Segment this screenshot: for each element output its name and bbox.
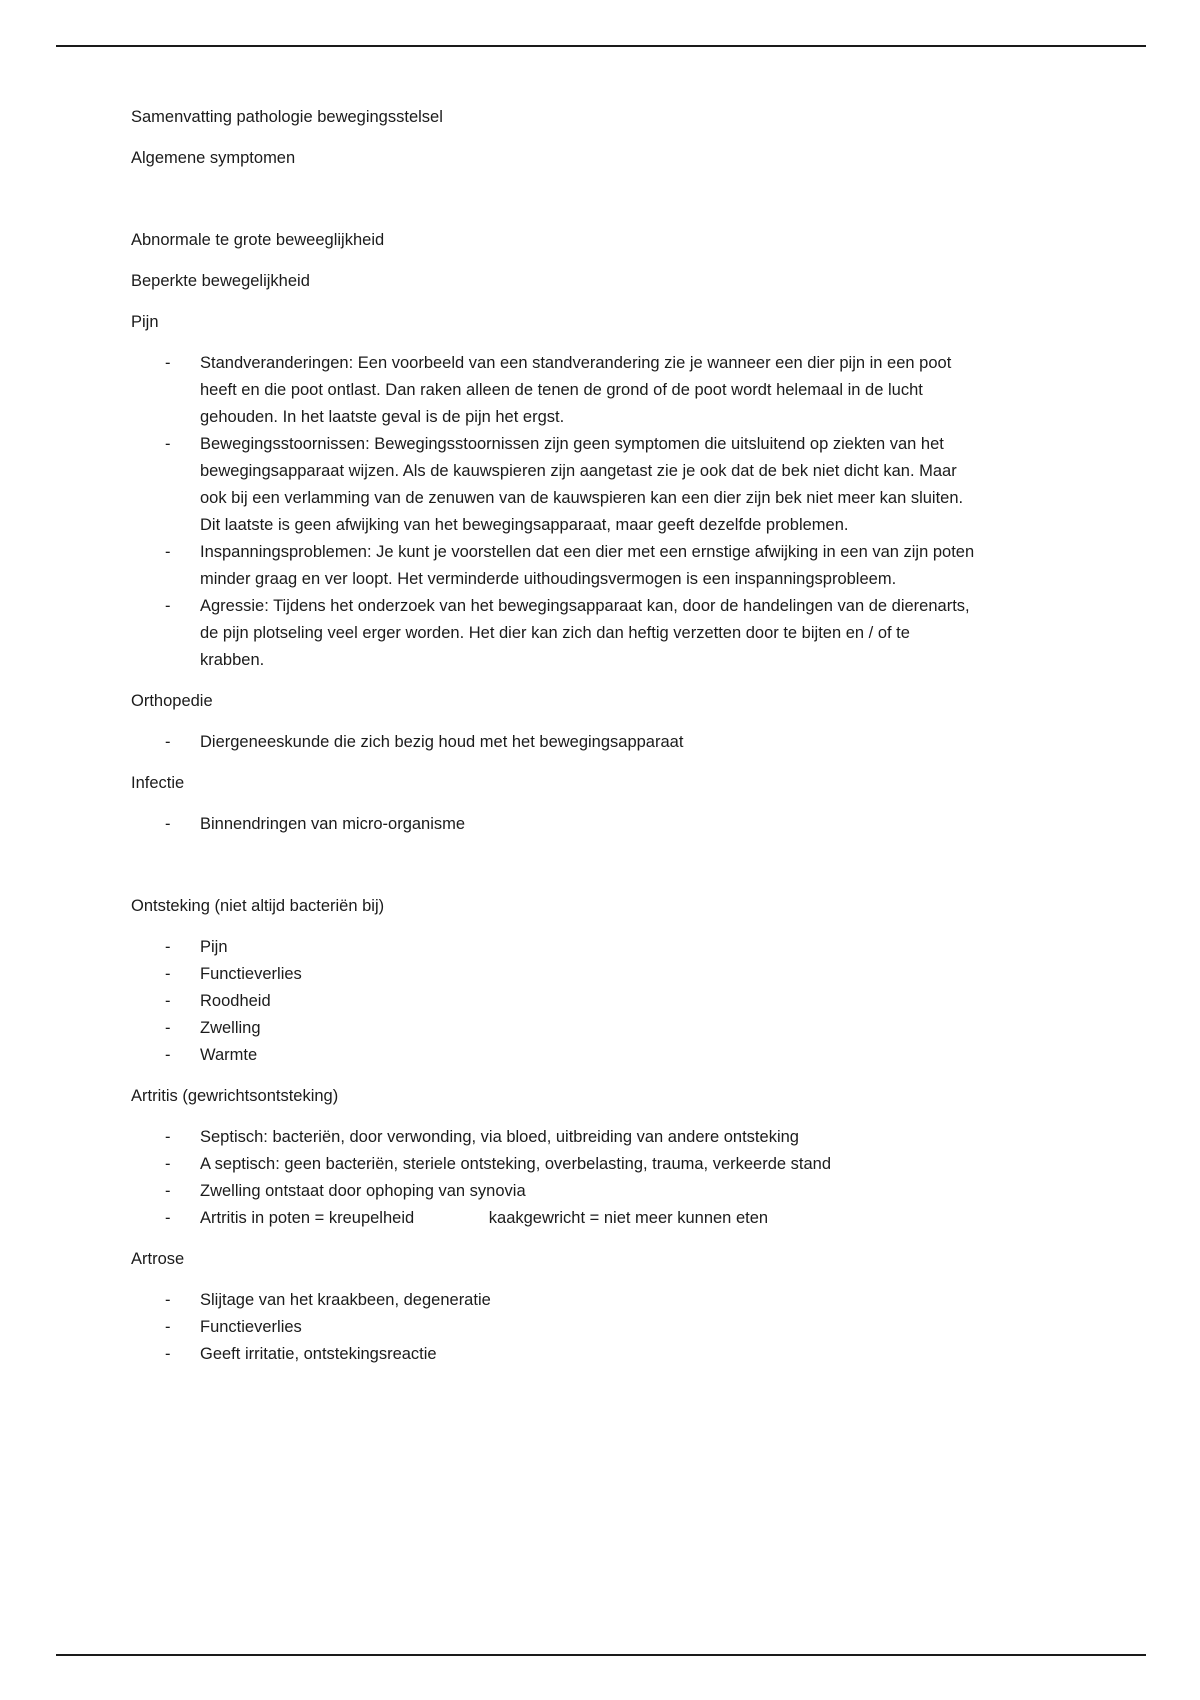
doc-title: Samenvatting pathologie bewegingsstelsel bbox=[131, 108, 443, 126]
list-item: - Geeft irritatie, ontstekingsreactie bbox=[131, 1341, 977, 1368]
bullet-list-symptomen bbox=[131, 350, 977, 674]
list-item-left-text: Artritis in poten = kreupelheid bbox=[200, 1209, 415, 1227]
heading-pijn: Pijn bbox=[131, 313, 159, 331]
heading-abnormale-beweeglijkheid: Abnormale te grote beweeglijkheid bbox=[131, 231, 385, 249]
heading-infectie: Infectie bbox=[131, 774, 185, 792]
footer-rule bbox=[56, 1654, 1146, 1656]
list-item: - Functieverlies bbox=[131, 1314, 977, 1341]
list-item: - Standveranderingen: Een voorbeeld van een standverandering zie je wanneer een dier pijn in een poot heeft en die poot ontlast. Dan raken alleen de tenen de grond of de poot wordt helemaal in de lucht gehouden. In het laatste geval is de pijn het ergst. bbox=[131, 350, 977, 431]
list-item: - Slijtage van het kraakbeen, degeneratie bbox=[131, 1287, 977, 1314]
list-item: - Roodheid bbox=[131, 988, 977, 1015]
empty-paragraph bbox=[131, 852, 977, 893]
list-item: - Zwelling bbox=[131, 1015, 977, 1042]
list-item: - Zwelling ontstaat door ophoping van synovia bbox=[131, 1178, 977, 1205]
heading-ontsteking: Ontsteking (niet altijd bacteriën bij) bbox=[131, 897, 385, 915]
list-item: - A septisch: geen bacteriën, steriele ontsteking, overbelasting, trauma, verkeerde stand bbox=[131, 1151, 977, 1178]
list-item: - Bewegingsstoornissen: Bewegingsstoornissen zijn geen symptomen die uitsluitend op ziekten van het bewegingsapparaat wijzen. Als de kauwspieren zijn aangetast zie je ook dat de bek niet dicht kan. Maar ook bij een verlamming van de zenuwen van de kauwspieren kan een dier zijn bek niet meer kan sluiten. Dit laatste is geen afwijking van het bewegingsapparaat, maar geeft dezelfde problemen. bbox=[131, 431, 977, 539]
list-item: - Septisch: bacteriën, door verwonding, via bloed, uitbreiding van andere ontsteking bbox=[131, 1124, 977, 1151]
bullet-list-orthopedie bbox=[131, 729, 977, 756]
heading-beperkte-bewegelijkheid: Beperkte bewegelijkheid bbox=[131, 272, 310, 290]
empty-paragraph bbox=[131, 186, 977, 227]
doc-subtitle: Algemene symptomen bbox=[131, 149, 296, 167]
bullet-list-artritis bbox=[131, 1124, 977, 1232]
list-item-two-columns bbox=[131, 1205, 977, 1232]
header-rule bbox=[56, 45, 1146, 47]
bullet-list-infectie bbox=[131, 811, 977, 838]
document-content bbox=[131, 104, 977, 1382]
heading-artrose: Artrose bbox=[131, 1250, 185, 1268]
list-item: - Pijn bbox=[131, 934, 977, 961]
list-item: - Functieverlies bbox=[131, 961, 977, 988]
bullet-list-artrose bbox=[131, 1287, 977, 1368]
bullet-list-ontsteking bbox=[131, 934, 977, 1069]
list-item-right-text: kaakgewricht = niet meer kunnen eten bbox=[488, 1209, 769, 1227]
heading-artritis: Artritis (gewrichtsontsteking) bbox=[131, 1087, 339, 1105]
list-item: - Diergeneeskunde die zich bezig houd met het bewegingsapparaat bbox=[131, 729, 977, 756]
list-item: - Binnendringen van micro-organisme bbox=[131, 811, 977, 838]
heading-orthopedie: Orthopedie bbox=[131, 692, 213, 710]
list-item: - Warmte bbox=[131, 1042, 977, 1069]
list-item: - Inspanningsproblemen: Je kunt je voorstellen dat een dier met een ernstige afwijking in een van zijn poten minder graag en ver loopt. Het verminderde uithoudingsvermogen is een inspanningsprobleem. bbox=[131, 539, 977, 593]
list-item: - Agressie: Tijdens het onderzoek van het bewegingsapparaat kan, door de handelingen van de dierenarts, de pijn plotseling veel erger worden. Het dier kan zich dan heftig verzetten door te bijten en / of te krabben. bbox=[131, 593, 977, 674]
